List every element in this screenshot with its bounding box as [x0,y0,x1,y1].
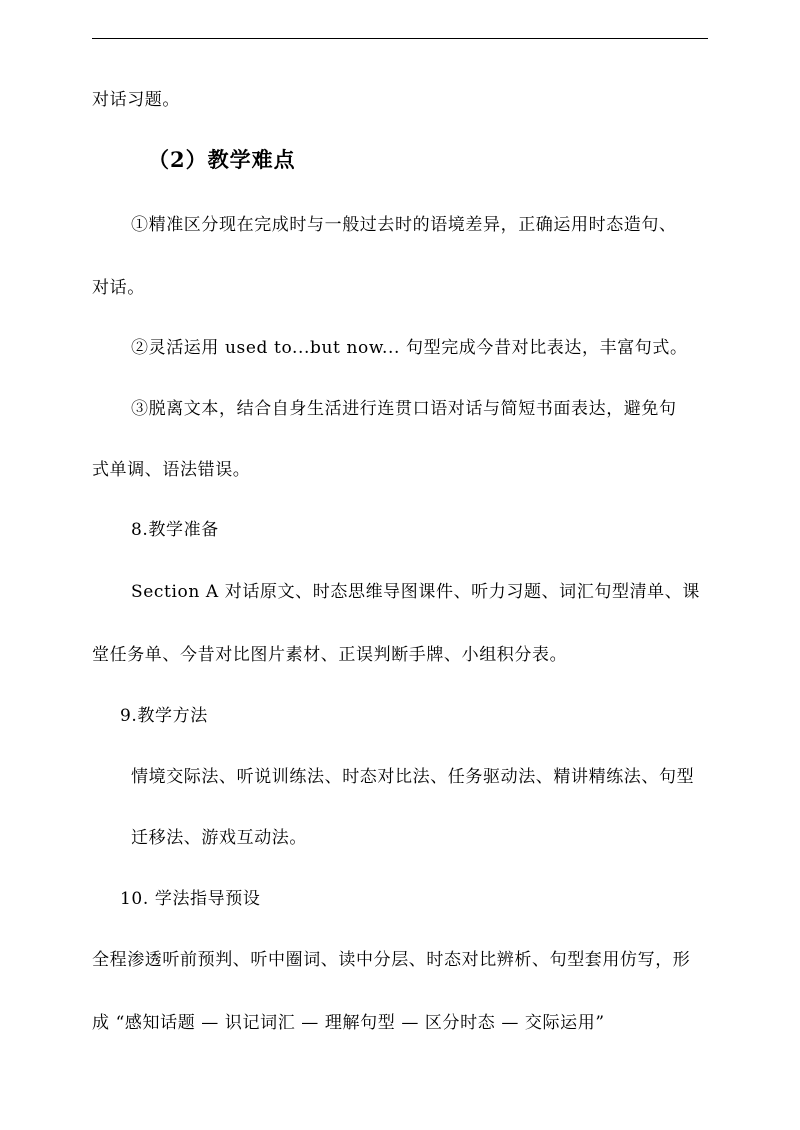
section-8-line-1: Section A 对话原文、时态思维导图课件、听力习题、词汇句型清单、课 [131,582,700,602]
section-9-title: 9.教学方法 [120,706,208,726]
section-9-line-2: 迁移法、游戏互动法。 [131,828,307,848]
difficulty-item-1-line-2: 对话。 [92,278,145,298]
difficulty-item-1-line-1: ①精准区分现在完成时与一般过去时的语境差异，正确运用时态造句、 [131,215,677,235]
difficulty-item-3-line-1: ③脱离文本，结合自身生活进行连贯口语对话与简短书面表达，避免句 [131,399,677,419]
header-rule [92,38,708,39]
section-10-title: 10. 学法指导预设 [120,889,261,909]
section-8-line-2: 堂任务单、今昔对比图片素材、正误判断手牌、小组积分表。 [92,645,568,665]
heading-teaching-difficulty: （2）教学难点 [148,147,296,172]
difficulty-item-2: ②灵活运用 used to...but now... 句型完成今昔对比表达，丰富句式。 [131,338,688,358]
section-10-line-2: 成 “感知话题 — 识记词汇 — 理解句型 — 区分时态 — 交际运用” [92,1013,605,1033]
difficulty-item-3-line-2: 式单调、语法错误。 [92,460,251,480]
section-9-line-1: 情境交际法、听说训练法、时态对比法、任务驱动法、精讲精练法、句型 [131,767,695,787]
section-8-title: 8.教学准备 [131,520,219,540]
paragraph-intro-end: 对话习题。 [92,90,180,110]
section-10-line-1: 全程渗透听前预判、听中圈词、读中分层、时态对比辨析、句型套用仿写，形 [92,950,691,970]
